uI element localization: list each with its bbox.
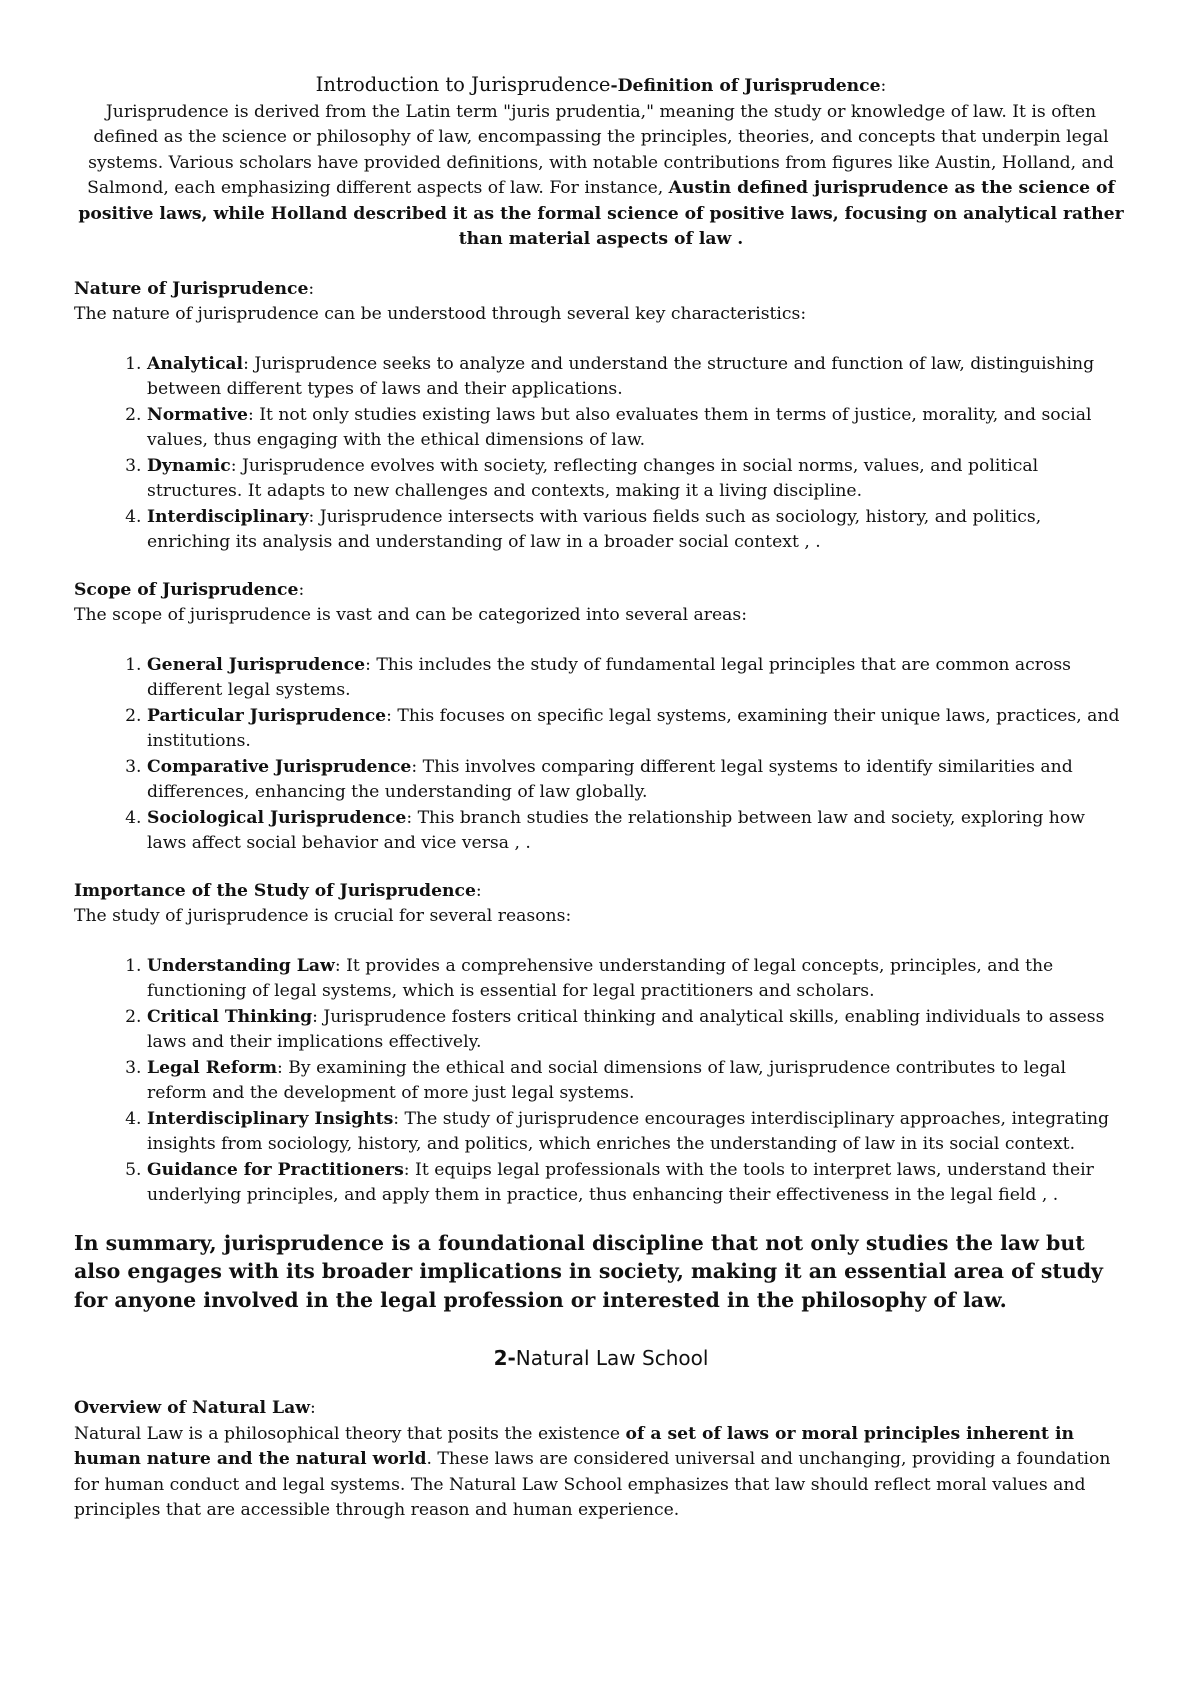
importance-heading-colon: :: [475, 880, 482, 901]
list-item-text: : This involves comparing different legal systems to identify similarities and differences, enhancing the understanding of law globally.: [147, 756, 1073, 802]
nature-intro: The nature of jurisprudence can be understood through several key characteristics:: [74, 304, 807, 324]
intro-paragraph-text: Jurisprudence is derived from the Latin term "juris prudentia," meaning the study or knowledge of law. It is often defined as the science or philosophy of law, encompassing the principles, theories, and concepts that underpin legal systems. Various scholars have provided definitions, with notable contributions from figures like Austin, Holland, and Salmond, each emphasizing different aspects of law. For instance,: [87, 101, 1114, 198]
list-item-text: : Jurisprudence evolves with society, reflecting changes in social norms, values, and political structures. It adapts to new challenges and contexts, making it a living discipline.: [147, 455, 1039, 501]
list-item: [147, 1005, 1128, 1056]
overview-paragraph-bold: of a set of laws or moral principles inherent in human nature and the natural world: [74, 1423, 1074, 1469]
list-item: [147, 704, 1128, 755]
list-item-term: Critical Thinking: [147, 1006, 313, 1027]
nature-heading: Nature of Jurisprudence: [74, 278, 309, 299]
overview-paragraph-text-1: Natural Law is a philosophical theory that posits the existence: [74, 1423, 626, 1444]
document-subtitle: Definition of Jurisprudence: [617, 76, 881, 96]
list-item: [147, 1158, 1128, 1209]
nature-heading-colon: :: [308, 278, 315, 299]
list-item-text: : It not only studies existing laws but also evaluates them in terms of justice, morality, and social values, thus engaging with the ethical dimensions of law.: [147, 404, 1092, 450]
list-item-term: Normative: [147, 404, 248, 425]
section-2-number: 2-: [493, 1346, 516, 1370]
importance-list: [74, 954, 1128, 1209]
list-item-text: : It equips legal professionals with the tools to interpret laws, understand their underlying principles, and apply them in practice, thus enhancing their effectiveness in the legal field , .: [147, 1159, 1094, 1205]
list-item-text: : Jurisprudence seeks to analyze and understand the structure and function of law, distinguishing between different types of laws and their applications.: [147, 353, 1095, 399]
nature-list: [74, 352, 1128, 556]
list-item: [147, 352, 1128, 403]
list-item-text: : This includes the study of fundamental legal principles that are common across different legal systems.: [147, 654, 1071, 700]
title-separator: -: [610, 76, 618, 96]
list-item-term: Particular Jurisprudence: [147, 705, 387, 726]
document-title-line: [74, 72, 1128, 100]
list-item-term: Sociological Jurisprudence: [147, 807, 407, 828]
scope-heading-colon: :: [298, 579, 305, 600]
intro-block: [74, 72, 1128, 253]
list-item: [147, 653, 1128, 704]
list-item: [147, 806, 1128, 857]
section-2-title: Natural Law School: [515, 1346, 709, 1370]
overview-paragraph: [74, 1422, 1128, 1524]
overview-heading-colon: :: [310, 1398, 316, 1418]
summary-paragraph: In summary, jurisprudence is a foundational discipline that not only studies the law but also engages with its broader implications in society, making it an essential area of study for anyone involved in the legal profession or interested in the philosophy of law.: [74, 1230, 1103, 1312]
importance-intro: The study of jurisprudence is crucial for several reasons:: [74, 906, 572, 926]
intro-paragraph-bold: Austin defined jurisprudence as the science of positive laws, while Holland described it as the formal science of positive laws, focusing on analytical rather than material aspects of law .: [78, 178, 1124, 249]
list-item-text: : This branch studies the relationship between law and society, exploring how laws affect social behavior and vice versa , .: [147, 807, 1085, 853]
intro-paragraph: [74, 100, 1128, 253]
nature-section: [74, 277, 1128, 556]
list-item-text: : Jurisprudence intersects with various fields such as sociology, history, and politics, enriching its analysis and understanding of law in a broader social context , .: [147, 506, 1042, 552]
document-title: Introduction to Jurisprudence: [315, 73, 611, 96]
list-item-text: : The study of jurisprudence encourages interdisciplinary approaches, integrating insights from sociology, history, and politics, which enriches the understanding of law in its social context.: [147, 1108, 1110, 1154]
scope-heading: Scope of Jurisprudence: [74, 579, 299, 600]
list-item-term: Legal Reform: [147, 1057, 278, 1078]
importance-heading: Importance of the Study of Jurisprudence: [74, 880, 476, 901]
list-item-text: : It provides a comprehensive understanding of legal concepts, principles, and the functioning of legal systems, which is essential for legal practitioners and scholars.: [147, 955, 1054, 1001]
section-2-heading: [74, 1344, 1128, 1372]
list-item: [147, 954, 1128, 1005]
overview-paragraph-text-2: . These laws are considered universal and unchanging, providing a foundation for human conduct and legal systems. The Natural Law School emphasizes that law should reflect moral values and principles that are accessible through reason and human experience.: [74, 1449, 1111, 1520]
list-item: [147, 1107, 1128, 1158]
list-item-text: : By examining the ethical and social dimensions of law, jurisprudence contributes to legal reform and the development of more just legal systems.: [147, 1057, 1066, 1103]
scope-list: [74, 653, 1128, 857]
list-item-term: Interdisciplinary: [147, 506, 309, 527]
list-item-text: : Jurisprudence fosters critical thinking and analytical skills, enabling individuals to assess laws and their implications effectively.: [147, 1006, 1105, 1052]
overview-section: [74, 1396, 1128, 1524]
importance-section: [74, 879, 1128, 1209]
overview-heading: Overview of Natural Law: [74, 1398, 311, 1418]
subtitle-colon: :: [880, 76, 887, 96]
list-item-text: : This focuses on specific legal systems, examining their unique laws, practices, and institutions.: [147, 705, 1120, 751]
list-item: [147, 755, 1128, 806]
list-item-term: Interdisciplinary Insights: [147, 1108, 394, 1129]
list-item-term: General Jurisprudence: [147, 654, 366, 675]
list-item-term: Guidance for Practitioners: [147, 1159, 404, 1180]
scope-intro: The scope of jurisprudence is vast and can be categorized into several areas:: [74, 605, 748, 625]
list-item-term: Analytical: [147, 353, 244, 374]
list-item: [147, 1056, 1128, 1107]
list-item: [147, 505, 1128, 556]
list-item: [147, 454, 1128, 505]
scope-section: [74, 578, 1128, 857]
list-item-term: Understanding Law: [147, 955, 335, 976]
list-item-term: Comparative Jurisprudence: [147, 756, 412, 777]
list-item: [147, 403, 1128, 454]
list-item-term: Dynamic: [147, 455, 231, 476]
